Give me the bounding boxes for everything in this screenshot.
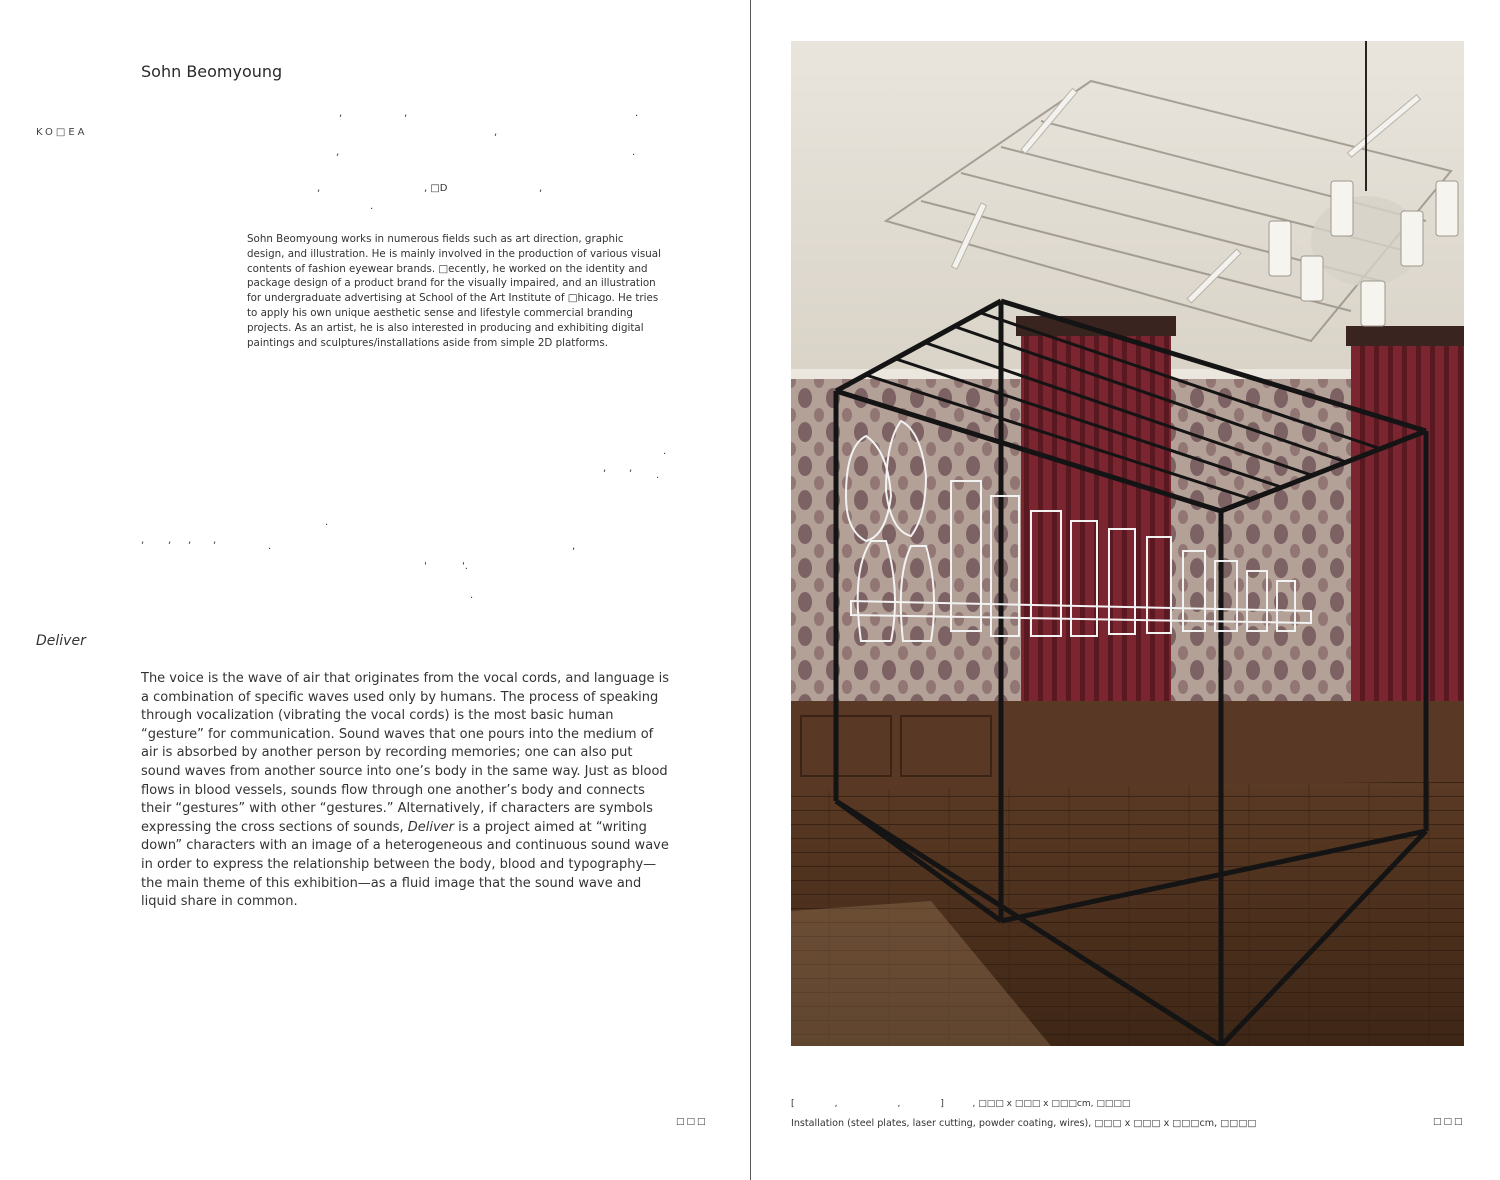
caption-korean: [ , , ] , □□□ x □□□ x □□□cm, □□□□: [791, 1099, 1131, 1109]
work-description-part-1: The voice is the wave of air that originates from the vocal cords, and language is a combination of specific waves used only by humans. The process of speaking through vocalization (vibrating the vocal cords) is the most basic human “gesture” for communication. Sound waves that one pours into the medium of air is absorbed by another person by recording memories; one can also put sound waves from another source into one’s body in the same way. Just as blood flows in blood vessels, sounds flow through one another’s body and connects their “gestures” with other “gestures.” Alternatively, if characters are symbols expressing the cross sections of sounds,: [141, 671, 669, 835]
work-description-title-italic: Deliver: [407, 819, 455, 835]
missing-glyph-punctuation: , , . , , . , , □D , . . , , . . , , , , . , ' '. .: [141, 108, 667, 601]
artist-country: KO□EA: [36, 127, 88, 138]
installation-photo: [791, 41, 1464, 1046]
artist-name: Sohn Beomyoung: [141, 62, 283, 81]
page-number-right: □□□: [1433, 1117, 1465, 1127]
right-page: [751, 0, 1500, 1180]
artist-bio-english: Sohn Beomyoung works in numerous fields such as art direction, graphic design, and illustration. He is mainly involved in the production of various visual contents of fashion eyewear brands. □ecently, he worked on the identity and package design of a product brand for the visually impaired, and an illustration for undergraduate advertising at School of the Art Institute of □hicago. He tries to apply his own unique aesthetic sense and lifestyle commercial branding projects. As an artist, he is also interested in producing and exhibiting digital paintings and sculptures/installations aside from simple 2D platforms.: [247, 233, 661, 349]
work-description: [141, 670, 669, 912]
work-description-part-2: is a project aimed at “writing down” characters with an image of a heterogeneous and continuous sound wave in order to express the relationship between the body, blood and typography—the main theme of this exhibition—as a fluid image that the sound wave and liquid share in common.: [141, 819, 669, 910]
page-number-left: □□□: [676, 1117, 708, 1127]
work-title: Deliver: [36, 633, 86, 649]
caption-english: Installation (steel plates, laser cutting, powder coating, wires), □□□ x □□□ x □□□cm, □□□□: [791, 1118, 1257, 1129]
